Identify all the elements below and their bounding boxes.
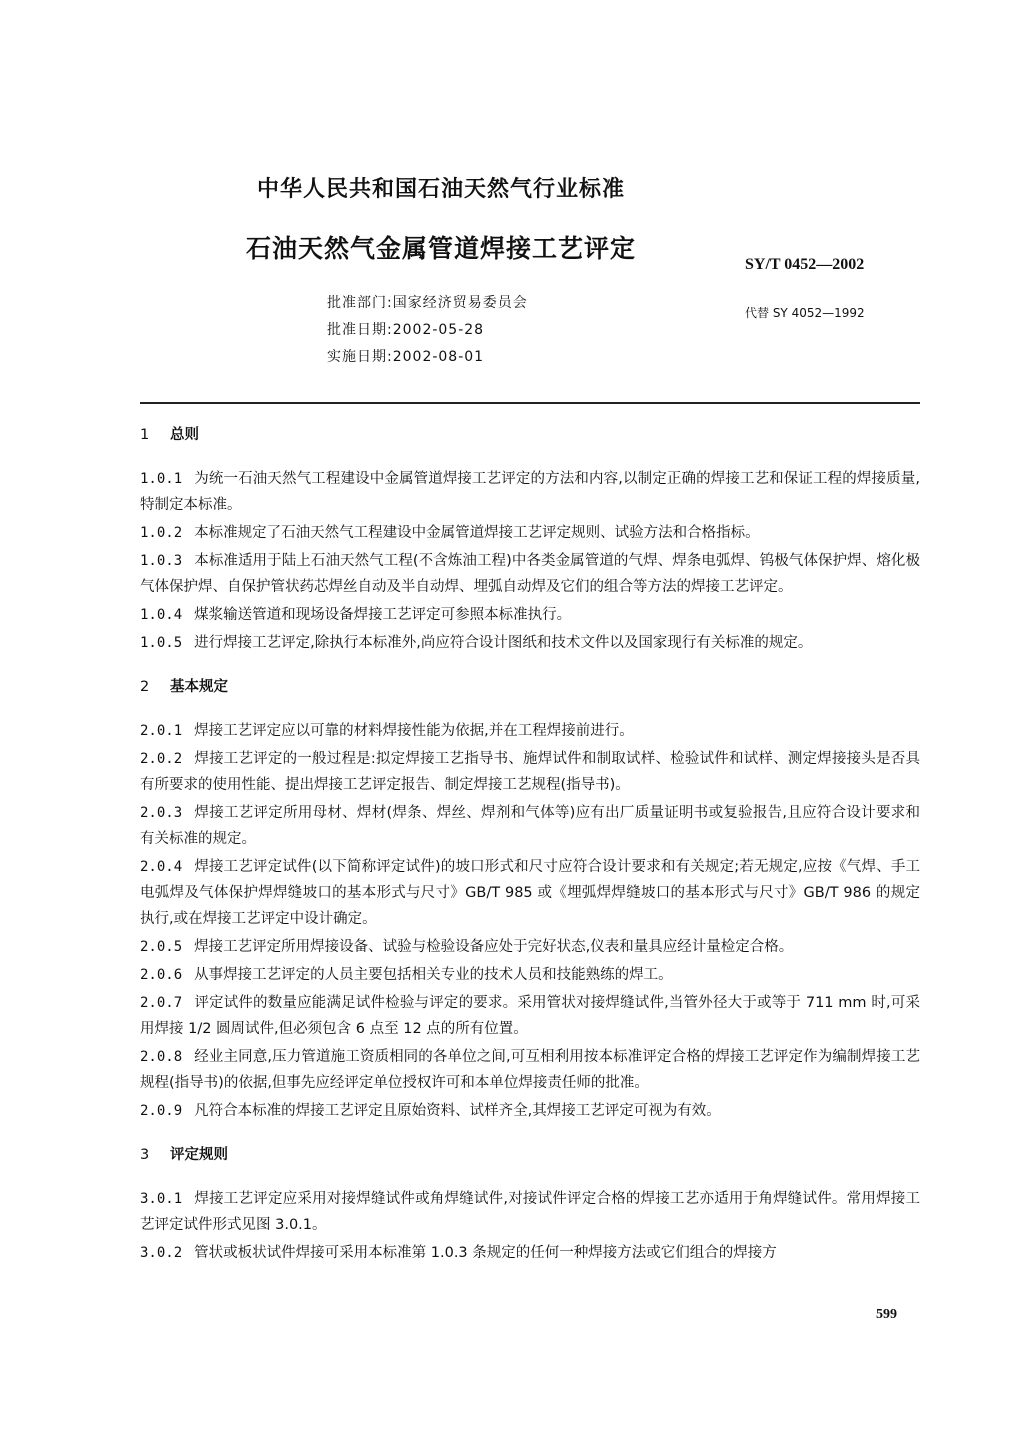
clause <box>140 1240 920 1266</box>
clause <box>140 630 920 656</box>
approval-date: 批准日期:2002-05-28 <box>327 322 485 338</box>
clause-number: 1.0.5 <box>140 635 183 651</box>
clause-text: 评定试件的数量应能满足试件检验与评定的要求。采用管状对接焊缝试件,当管外径大于或等于 711 mm 时,可采用焊接 1/2 圆周试件,但必须包含 6 点至 12 点的所有位置。 <box>140 995 920 1037</box>
clause-number: 3.0.2 <box>140 1245 183 1261</box>
replaced-standard: 代替 SY 4052—1992 <box>745 306 865 320</box>
clause-number: 1.0.4 <box>140 607 183 623</box>
clause-number: 2.0.3 <box>140 805 183 821</box>
clause <box>140 746 920 798</box>
section-heading <box>140 674 920 700</box>
clause-text: 焊接工艺评定试件(以下简称评定试件)的坡口形式和尺寸应符合设计要求和有关规定;若无规定,应按《气焊、手工电弧焊及气体保护焊焊缝坡口的基本形式与尺寸》GB/T 985 或《埋弧焊焊缝坡口的基本形式与尺寸》GB/T 986 的规定执行,或在焊接工艺评定中设计确定。 <box>140 859 920 927</box>
document-title: 石油天然气金属管道焊接工艺评定 <box>246 234 637 263</box>
section-number: 3 <box>140 1147 150 1163</box>
clause <box>140 962 920 988</box>
clause-number: 3.0.1 <box>140 1191 183 1207</box>
document-body <box>140 422 920 1268</box>
clause-text: 焊接工艺评定的一般过程是:拟定焊接工艺指导书、施焊试件和制取试样、检验试件和试样、测定焊接接头是否具有所要求的使用性能、提出焊接工艺评定报告、制定焊接工艺规程(指导书)。 <box>140 751 920 793</box>
clause-number: 2.0.7 <box>140 995 183 1011</box>
clause-text: 从事焊接工艺评定的人员主要包括相关专业的技术人员和技能熟练的焊工。 <box>194 967 673 983</box>
clause-text: 凡符合本标准的焊接工艺评定且原始资料、试样齐全,其焊接工艺评定可视为有效。 <box>194 1103 721 1119</box>
clause-number: 2.0.8 <box>140 1049 183 1065</box>
clause-text: 焊接工艺评定应以可靠的材料焊接性能为依据,并在工程焊接前进行。 <box>194 723 634 739</box>
approval-info <box>327 290 528 371</box>
clause-number: 1.0.1 <box>140 471 183 487</box>
clause <box>140 548 920 600</box>
clause-text: 本标准适用于陆上石油天然气工程(不含炼油工程)中各类金属管道的气焊、焊条电弧焊、钨极气体保护焊、熔化极气体保护焊、自保护管状药芯焊丝自动及半自动焊、埋弧自动焊及它们的组合等方法的焊接工艺评定。 <box>140 553 920 595</box>
clause-text: 管状或板状试件焊接可采用本标准第 1.0.3 条规定的任何一种焊接方法或它们组合的焊接方 <box>194 1245 777 1261</box>
clause <box>140 854 920 932</box>
section <box>140 674 920 1124</box>
clause <box>140 520 920 546</box>
clause-number: 1.0.2 <box>140 525 183 541</box>
clause-text: 煤浆输送管道和现场设备焊接工艺评定可参照本标准执行。 <box>194 607 572 623</box>
clause-text: 本标准规定了石油天然气工程建设中金属管道焊接工艺评定规则、试验方法和合格指标。 <box>194 525 760 541</box>
clause <box>140 800 920 852</box>
clause-text: 进行焊接工艺评定,除执行本标准外,尚应符合设计图纸和技术文件以及国家现行有关标准的规定。 <box>194 635 813 651</box>
section-title: 评定规则 <box>170 1147 228 1163</box>
clause <box>140 990 920 1042</box>
section <box>140 1142 920 1266</box>
page-number: 599 <box>876 1307 897 1322</box>
clause-text: 为统一石油天然气工程建设中金属管道焊接工艺评定的方法和内容,以制定正确的焊接工艺和保证工程的焊接质量,特制定本标准。 <box>140 471 920 513</box>
clause-number: 1.0.3 <box>140 553 183 569</box>
clause-text: 经业主同意,压力管道施工资质相同的各单位之间,可互相利用按本标准评定合格的焊接工艺评定作为编制焊接工艺规程(指导书)的依据,但事先应经评定单位授权许可和本单位焊接责任师的批准。 <box>140 1049 920 1091</box>
clause-number: 2.0.5 <box>140 939 183 955</box>
clause-number: 2.0.9 <box>140 1103 183 1119</box>
section-number: 2 <box>140 679 150 695</box>
section-number: 1 <box>140 427 150 443</box>
standard-category-title: 中华人民共和国石油天然气行业标准 <box>257 177 626 202</box>
clause-number: 2.0.4 <box>140 859 183 875</box>
clause <box>140 466 920 518</box>
approval-department: 批准部门:国家经济贸易委员会 <box>327 295 528 311</box>
clause-number: 2.0.2 <box>140 751 183 767</box>
clause <box>140 934 920 960</box>
section-heading <box>140 1142 920 1168</box>
clause-number: 2.0.1 <box>140 723 183 739</box>
clause <box>140 1186 920 1238</box>
clause <box>140 1044 920 1096</box>
section-title: 基本规定 <box>170 679 228 695</box>
clause <box>140 602 920 628</box>
standard-code: SY/T 0452—2002 <box>745 256 865 273</box>
clause-number: 2.0.6 <box>140 967 183 983</box>
section-title: 总则 <box>170 427 199 443</box>
clause <box>140 1098 920 1124</box>
section <box>140 422 920 656</box>
clause-text: 焊接工艺评定所用母材、焊材(焊条、焊丝、焊剂和气体等)应有出厂质量证明书或复验报告,且应符合设计要求和有关标准的规定。 <box>140 805 920 847</box>
effective-date: 实施日期:2002-08-01 <box>327 349 485 365</box>
header-divider <box>140 402 920 404</box>
clause <box>140 718 920 744</box>
section-heading <box>140 422 920 448</box>
clause-text: 焊接工艺评定所用焊接设备、试验与检验设备应处于完好状态,仪表和量具应经计量检定合格。 <box>194 939 794 955</box>
clause-text: 焊接工艺评定应采用对接焊缝试件或角焊缝试件,对接试件评定合格的焊接工艺亦适用于角焊缝试件。常用焊接工艺评定试件形式见图 3.0.1。 <box>140 1191 920 1233</box>
